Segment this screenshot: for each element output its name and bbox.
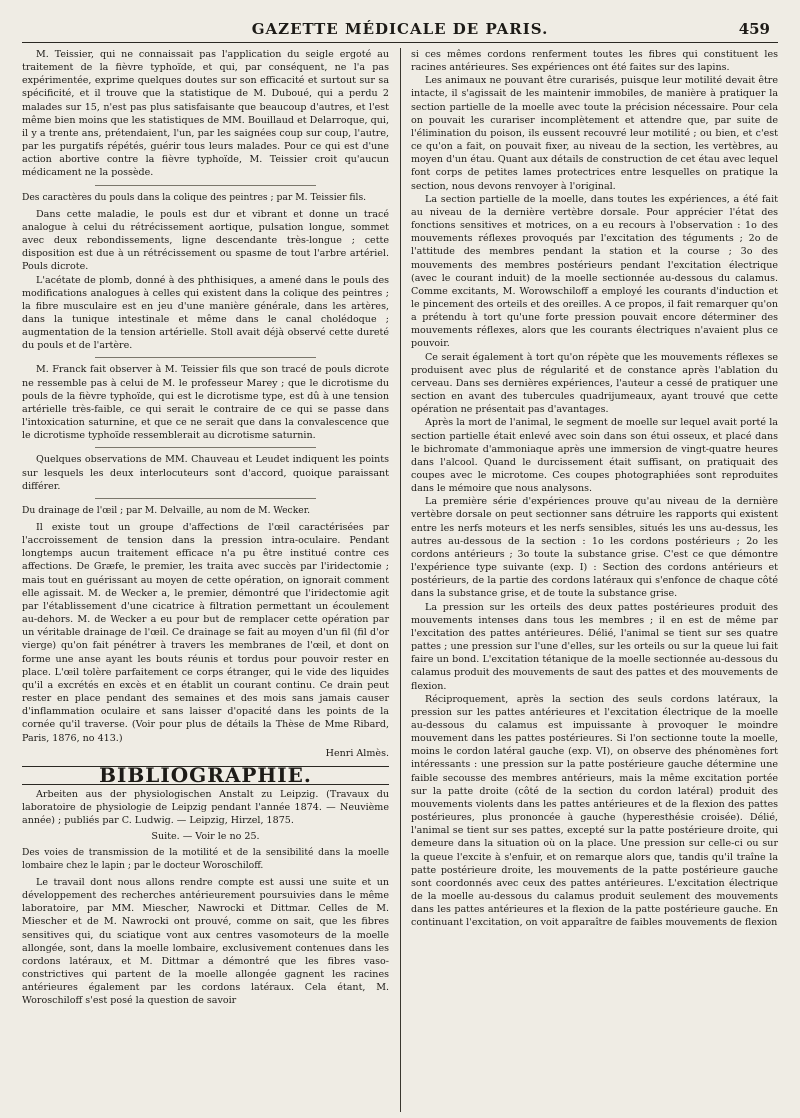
right-column <box>405 48 778 1112</box>
header-rule <box>22 42 778 43</box>
paragraph: La première série d'expériences prouve qu'au niveau de la dernière vertèbre dorsale on peut sectionner sans détruire les rapports qui existent entre les nerfs moteurs et les nerfs sensibles, situés les uns au-dessus, les autres au-dessous de la section : 1o les cordons postérieurs ; 2o les cordons antérieurs ; 3o toute la substance grise. C'est ce que démontre l'expérience type suivante (exp. I) : Section des cordons antérieurs et postérieurs, de la partie des cordons latéraux qui s'enfonce de chaque côté dans la substance grise, et de toute la substance grise. <box>411 496 779 600</box>
separator-rule <box>95 447 315 448</box>
paragraph: La pression sur les orteils des deux pattes postérieures produit des mouvements intenses dans tous les membres ; il en est de même par l'excitation des pattes antérieures. Délié, l'animal se tient sur ses quatre pattes ; une pression sur l'une d'elles, sur les orteils ou sur la queue lui fait faire un bond. L'excitation tétanique de la moelle sectionnée au-dessous du calamus produit des mouvements de saut des pattes et des mouvements de flexion. <box>411 601 779 692</box>
paragraph: Quelques observations de MM. Chauveau et Leudet indiquent les points sur lesquels les deux interlocuteurs sont d'accord, quoique paraissant différer. <box>22 454 390 492</box>
section-heading: Des voies de transmission de la motilité et de la sensibilité dans la moelle lombaire chez le lapin ; par le docteur Woroschiloff. <box>22 846 390 871</box>
paragraph: M. Franck fait observer à M. Teissier fils que son tracé de pouls dicrote ne ressemble pas à celui de M. le professeur Marey ; que le dicrotisme du pouls de la fièvre typhoïde, qui est le dicrotisme type, est dû à une tension artérielle très-faible, ce qui serait le contraire de ce qui se passe dans l'intoxication saturnine, et que ce ne serait que dans la convalescence que le dicrotisme typhoïde ressemblerait au dicrotisme saturnin. <box>22 364 390 442</box>
paragraph: Les animaux ne pouvant être curarisés, puisque leur motilité devait être intacte, il s'agissait de les maintenir immobiles, de manière à pratiquer la section partielle de la moelle avec toute la précision nécessaire. Pour cela on pouvait les curariser incomplètement et attendre que, par suite de l'élimination du poison, ils eussent recouvré leur motilité ; ou bien, et c'est ce qu'on a fait, on pouvait fixer, au niveau de la section, les vertèbres, au moyen d'un étau. Quant aux détails de construction de cet étau avec lequel font corps de petites lames protectrices entre lesquelles on pratique la section, nous devons renvoyer à l'original. <box>411 75 779 192</box>
column-divider <box>400 48 401 1112</box>
paragraph: M. Teissier, qui ne connaissait pas l'application du seigle ergoté au traitement de la fièvre typhoïde, et qui, par conséquent, ne l'a pas expérimentée, exprime quelques doutes sur son efficacité et surtout sur sa spécificité, et il trouve que la statistique de M. Duboué, qui a perdu 2 malades sur 15, n'est pas plus satisfaisante que beaucoup d'autres, et l'est même bien moins que les statistiques de MM. Bouillaud et Delarroque, qui, il y a trente ans, prétendaient, l'un, par les saignées coup sur coup, l'autre, par les purgatifs répétés, guérir tous leurs malades. Pour ce qui est d'une action abortive contre la fièvre typhoïde, M. Teissier croit qu'aucun médicament ne la possède. <box>22 49 390 179</box>
paragraph: Réciproquement, après la section des seuls cordons latéraux, la pression sur les pattes antérieures et l'excitation électrique de la moelle au-dessous du calamus est impuissante à provoquer le moindre mouvement dans les pattes postérieures. Si l'on sectionne toute la moelle, moins le cordon latéral gauche (exp. VI), on observe des phénomènes fort intéressants : une pression sur la patte postérieure gauche détermine une faible secousse des membres antérieurs, mais la même excitation portée sur la patte droite (côté de la section du cordon latéral) produit des mouvements violents dans les pattes antérieures et de la flexion des pattes postérieures, plus prononcée à gauche (hyperesthésie croisée). Délié, l'animal se tient sur ses pattes, excepté sur la patte postérieure droite, qui demeure dans la situation où on la place. Une pression sur celle-ci ou sur la queue l'excite à s'enfuir, et on remarque alors que, tandis qu'il traîne la patte postérieure droite, les mouvements de la patte postérieure gauche sont coordonnés avec ceux des pattes antérieures. L'excitation électrique de la moelle au-dessous du calamus produit seulement des mouvements dans les pattes antérieures et la flexion de la patte postérieure gauche. En continuant l'excitation, on voit apparaître de faibles mouvements de flexion <box>411 693 779 929</box>
bibliography-title: BIBLIOGRAPHIE. <box>22 769 389 785</box>
paragraph: La section partielle de la moelle, dans toutes les expériences, a été fait au niveau de la dernière vertèbre dorsale. Pour apprécier l'état des fonctions sensitives et motrices, on a eu recours à l'observation : 1o des mouvements réflexes provoqués par l'excitation des téguments ; 2o de l'attitude des membres pendant la station et la course ; 3o des mouvements des membres postérieurs pendant l'excitation électrique (avec le courant induit) de la moelle sectionnée au-dessous du calamus. Comme excitants, M. Worowschiloff a employé les courants d'induction et le pincement des orteils et des oreilles. A ce propos, il fait remarquer qu'on a prétendu à tort qu'une forte pression pouvait encore déterminer des mouvements réflexes, alors que les courants électriques n'avaient plus ce pouvoir. <box>411 193 779 350</box>
paragraph: Dans cette maladie, le pouls est dur et vibrant et donne un tracé analogue à celui du rétrécissement aortique, pulsation longue, sommet avec deux rebondissements, ligne descendante très-longue ; cette disposition est due à un rétrécissement ou spasme de tout l'arbre artériel. Pouls dicrote. <box>22 208 390 273</box>
page-number: 459 <box>738 20 770 38</box>
paragraph: Ce serait également à tort qu'on répète que les mouvements réflexes se produisent avec plus de régularité et de constance après l'ablation du cerveau. Dans ses dernières expériences, l'auteur a cessé de pratiquer une section en avant des tubercules quadrijumeaux, ayant trouvé que cette opération ne présentait pas d'avantages. <box>411 351 779 416</box>
paragraph: Le travail dont nous allons rendre compte est aussi une suite et un développement des recherches antérieurement poursuivies dans le même laboratoire, par MM. Miescher, Nawrocki et Dittmar. Celles de M. Miescher et de M. Nawrocki ont prouvé, comme on sait, que les fibres sensitives qui, du sciatique vont aux centres vasomoteurs de la moelle allongée, sont, dans la moelle lombaire, exclusivement contenues dans les cordons latéraux, et M. Dittmar a démontré que les fibres vaso-constrictives qui partent de la moelle allongée gagnent les racines antérieures également par les cordons latéraux. Cela étant, M. Woroschiloff s'est posé la question de savoir <box>22 876 390 1007</box>
section-heading: Des caractères du pouls dans la colique des peintres ; par M. Teissier fils. <box>22 191 367 203</box>
page-header <box>22 20 778 42</box>
paragraph: Après la mort de l'animal, le segment de moelle sur lequel avait porté la section partielle était enlevé avec soin dans son étui osseux, et placé dans le bichromate d'ammoniaque après une immersion de vingt-quatre heures dans l'alcool. Quand le durcissement était suffisant, on pratiquait des coupes avec le microtome. Ces coupes photographiées sont reproduites dans le mémoire que nous analysons. <box>411 417 779 495</box>
author-signature: Henri Almès. <box>325 747 390 759</box>
section-heading: Du drainage de l'œil ; par M. Delvaille, au nom de M. Wecker. <box>22 504 311 516</box>
separator-rule <box>95 357 315 358</box>
separator-rule <box>95 185 315 186</box>
paragraph: Il existe tout un groupe d'affections de l'œil caractérisées par l'accroissement de tension dans la pression intra-oculaire. Pendant longtemps aucun traitement efficace n'a pu être institué contre ces affections. De Græfe, le premier, les traita avec succès par l'iridectomie ; mais tout en guérissant au moyen de cette opération, on ignorait comment elle agissait. M. de Wecker a, le premier, démontré que l'iridectomie agit par l'établissement d'une cicatrice à filtration permettant un écoulement au-dehors. M. de Wecker a eu pour but de remplacer cette opération par un véritable drainage de l'œil. Ce drainage se fait au moyen d'un fil (fil d'or vierge) qu'on fait pénétrer à travers les membranes de l'œil, et dont on forme une anse ayant les bouts réunis et tordus pour pouvoir rester en place. L'œil tolère parfaitement ce corps étranger, qui le vide des liquides qu'il a excrétés en excès et en établit un courant continu. Ce drain peut rester en place pendant des semaines et des mois sans jamais causer d'inflammation oculaire et sans laisser d'opacité dans les points de la cornée qu'il traverse. (Voir pour plus de détails la Thèse de Mme Ribard, Paris, 1876, no 413.) <box>22 522 390 744</box>
journal-title: GAZETTE MÉDICALE DE PARIS. <box>251 20 549 38</box>
separator-rule <box>95 498 315 499</box>
paragraph: si ces mêmes cordons renferment toutes les fibres qui constituent les racines antérieures. Ses expériences ont été faites sur des lapins. <box>411 49 779 74</box>
left-column <box>22 48 396 1112</box>
two-column-body <box>22 48 778 1112</box>
continuation-note: Suite. — Voir le no 25. <box>151 831 260 843</box>
bibliography-reference: Arbeiten aus der physiologischen Anstalt zu Leipzig. (Travaux du laboratoire de physiologie de Leipzig pendant l'année 1874. — Neuvième année) ; publiés par C. Ludwig. — Leipzig, Hirzel, 1875. <box>22 788 390 827</box>
paragraph: L'acétate de plomb, donné à des phthisiques, a amené dans le pouls des modifications analogues à celles qui existent dans la colique des peintres ; la fibre musculaire est en jeu d'une manière générale, dans les artères, dans la tunique intestinale et même dans le canal cholédoque ; augmentation de la tension artérielle. Stoll avait déjà observé cette dureté du pouls et de l'artère. <box>22 274 390 352</box>
